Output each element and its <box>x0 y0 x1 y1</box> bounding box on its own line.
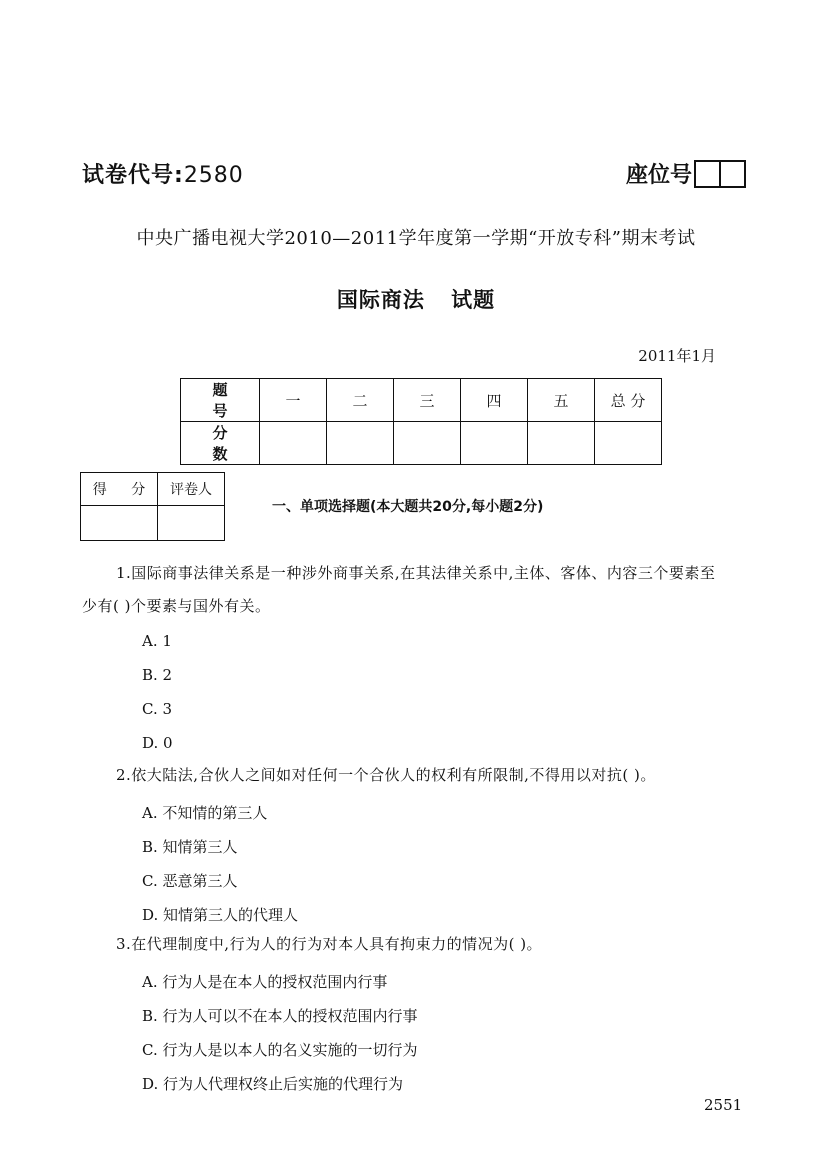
exam-title: 国际商法 试题 <box>336 288 496 312</box>
exam-code-label: 试卷代号: <box>82 163 184 188</box>
question-1-text-line1: 1.国际商事法律关系是一种涉外商事关系,在其法律关系中,主体、客体、内容三个要素至 <box>116 564 716 582</box>
question-2-option-c: C. 恶意第三人 <box>142 872 238 890</box>
score-table-cell: 四 <box>461 379 528 422</box>
question-1-text-line2: 少有( )个要素与国外有关。 <box>82 597 271 615</box>
exam-date: 2011年1月 <box>638 347 716 365</box>
question-2-option-a: A. 不知情的第三人 <box>142 804 268 822</box>
page-number: 2551 <box>704 1096 743 1114</box>
question-3-text: 3.在代理制度中,行为人的行为对本人具有拘束力的情况为( )。 <box>116 935 543 953</box>
question-2-text: 2.依大陆法,合伙人之间如对任何一个合伙人的权利有所限制,不得用以对抗( )。 <box>116 766 656 784</box>
question-3-option-b: B. 行为人可以不在本人的授权范围内行事 <box>142 1007 418 1025</box>
question-2-option-d: D. 知情第三人的代理人 <box>142 906 299 924</box>
question-3-option-d: D. 行为人代理权终止后实施的代理行为 <box>142 1075 404 1093</box>
score-table-header-row <box>181 379 662 422</box>
score-table-cell: 题 号 <box>181 379 260 422</box>
grader-table <box>80 472 225 541</box>
seat-number-label: 座位号 <box>626 163 693 188</box>
seat-number-boxes <box>694 160 746 188</box>
section-heading: 一、单项选择题(本大题共20分,每小题2分) <box>272 499 544 515</box>
score-entry-cell <box>461 422 528 465</box>
score-entry-cell <box>528 422 595 465</box>
exam-code <box>82 158 244 189</box>
grader-table-cell: 评卷人 <box>158 473 225 506</box>
grader-entry-cell <box>158 506 225 541</box>
score-entry-cell <box>260 422 327 465</box>
question-1-option-b: B. 2 <box>142 666 173 684</box>
grader-table-entry-row <box>81 506 225 541</box>
exam-code-value: 2580 <box>183 163 244 188</box>
score-entry-cell <box>394 422 461 465</box>
score-table-cell: 二 <box>327 379 394 422</box>
question-1-option-a: A. 1 <box>142 632 172 650</box>
score-table-cell: 三 <box>394 379 461 422</box>
university-title: 中央广播电视大学2010—2011学年度第一学期“开放专科”期末考试 <box>136 228 696 249</box>
question-3-option-c: C. 行为人是以本人的名义实施的一切行为 <box>142 1041 418 1059</box>
score-table <box>180 378 662 465</box>
grader-table-header-row <box>81 473 225 506</box>
score-table-cell: 总 分 <box>595 379 662 422</box>
grader-entry-cell <box>81 506 158 541</box>
score-table-score-row <box>181 422 662 465</box>
score-table-cell: 分 数 <box>181 422 260 465</box>
question-1-option-c: C. 3 <box>142 700 173 718</box>
question-1-option-d: D. 0 <box>142 734 173 752</box>
seat-box-cell <box>719 162 744 186</box>
score-table-cell: 一 <box>260 379 327 422</box>
question-2-option-b: B. 知情第三人 <box>142 838 238 856</box>
grader-table-cell: 得 分 <box>81 473 158 506</box>
seat-number <box>626 158 746 189</box>
score-entry-cell <box>595 422 662 465</box>
score-table-cell: 五 <box>528 379 595 422</box>
seat-box-cell <box>696 162 719 186</box>
score-entry-cell <box>327 422 394 465</box>
question-3-option-a: A. 行为人是在本人的授权范围内行事 <box>142 973 388 991</box>
